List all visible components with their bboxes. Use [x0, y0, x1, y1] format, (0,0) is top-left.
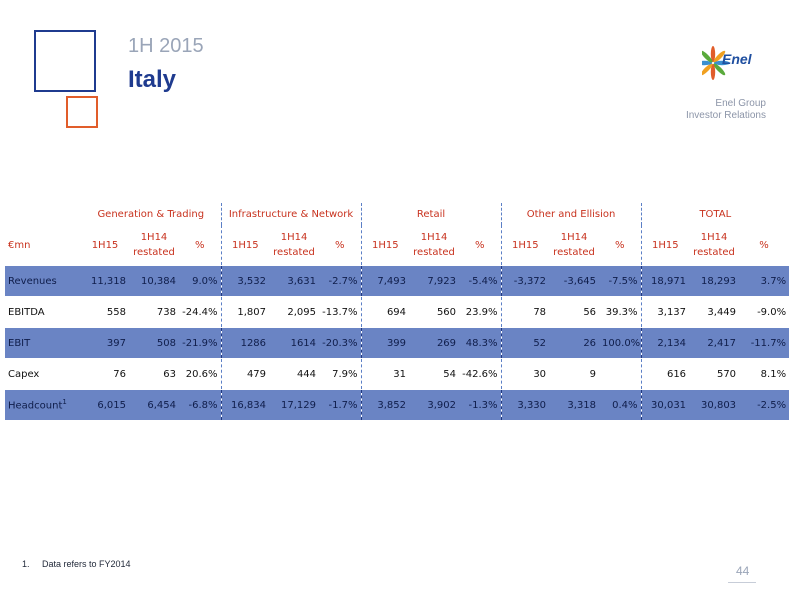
segment-header: Generation & Trading — [97, 208, 205, 220]
segment-header-empty — [5, 203, 81, 225]
column-header-line1: 1H15 — [231, 239, 259, 251]
table-cell: 3,902 — [409, 390, 459, 421]
decor-square-orange — [66, 96, 98, 128]
table-cell: 444 — [296, 368, 317, 380]
footnote-marker: 1 — [62, 398, 67, 407]
row-label — [5, 266, 81, 297]
column-header-line1: % — [615, 239, 625, 251]
table-row — [5, 328, 789, 359]
table-cell: 30 — [501, 359, 549, 390]
financials-table — [5, 203, 789, 421]
table-cell: 7,493 — [361, 266, 409, 297]
table-cell: 570 — [716, 368, 737, 380]
row-label — [5, 328, 81, 359]
table-cell: 52 — [501, 328, 549, 359]
column-header-row — [5, 225, 789, 266]
table-cell: 399 — [361, 328, 409, 359]
department-name: Investor Relations — [685, 110, 766, 121]
table-cell: -1.7% — [319, 390, 361, 421]
table-cell: 3,318 — [549, 390, 599, 421]
column-header-line1: 1H15 — [371, 239, 399, 251]
row-label — [5, 359, 81, 390]
table-cell: 560 — [436, 306, 457, 318]
table-cell: 1614 — [269, 328, 319, 359]
page-period: 1H 2015 — [128, 35, 204, 57]
column-header — [179, 225, 221, 266]
column-header-line2: restated — [413, 247, 455, 258]
column-header — [549, 225, 599, 266]
table-cell: -1.3% — [459, 390, 501, 421]
table-cell: 30,803 — [689, 390, 739, 421]
table-cell: 23.9% — [465, 306, 498, 318]
table-cell — [599, 359, 641, 390]
column-header-line2: restated — [133, 247, 175, 258]
table-cell: 31 — [361, 359, 409, 390]
company-block — [686, 98, 766, 122]
table-cell: 48.3% — [459, 328, 501, 359]
footnote — [22, 559, 131, 569]
table-cell: 7,923 — [409, 266, 459, 297]
column-header — [129, 225, 179, 266]
column-header-line1: % — [475, 239, 485, 251]
column-header — [599, 225, 641, 266]
table-cell: 694 — [361, 297, 409, 328]
table-cell: -7.5% — [599, 266, 641, 297]
column-header — [319, 225, 361, 266]
table-cell: -5.4% — [459, 266, 501, 297]
table-cell: 3.7% — [739, 266, 789, 297]
table-cell: 1286 — [221, 328, 269, 359]
column-header-line2: restated — [273, 247, 315, 258]
table-cell: 3,449 — [707, 306, 737, 318]
column-header-line1: % — [759, 239, 769, 251]
row-label-text: Revenues — [8, 275, 57, 287]
column-header — [689, 225, 739, 266]
column-header — [459, 225, 501, 266]
table-row — [5, 266, 789, 297]
column-header-line1: 1H15 — [91, 239, 119, 251]
footnote-text: Data refers to FY2014 — [42, 559, 131, 569]
page-title: Italy — [128, 66, 177, 93]
column-header — [269, 225, 319, 266]
column-header-line2: restated — [553, 247, 595, 258]
unit-label: €mn — [8, 239, 31, 251]
table-cell: 3,852 — [361, 390, 409, 421]
column-header-line1: 1H14 — [700, 232, 728, 243]
row-label-text: EBIT — [8, 337, 31, 349]
table-cell: 20.6% — [185, 368, 218, 380]
row-label — [5, 390, 81, 421]
table-cell: -24.4% — [182, 306, 218, 318]
column-header — [641, 225, 689, 266]
table-cell: 30,031 — [641, 390, 689, 421]
table-cell: 26 — [549, 328, 599, 359]
decor-square-blue — [34, 30, 96, 92]
column-header — [361, 225, 409, 266]
footer-line — [728, 582, 756, 583]
page-number: 44 — [736, 564, 750, 578]
column-header — [409, 225, 459, 266]
table-cell: 269 — [409, 328, 459, 359]
row-label-text: EBITDA — [8, 306, 45, 318]
column-header-line1: 1H14 — [280, 232, 308, 243]
column-header-line1: 1H14 — [560, 232, 588, 243]
table-cell: 2,095 — [287, 306, 317, 318]
table-cell: 2,134 — [641, 328, 689, 359]
table-cell: 56 — [583, 306, 597, 318]
table-cell: -42.6% — [462, 368, 498, 380]
table-cell: 3,631 — [269, 266, 319, 297]
table-cell: -3,645 — [549, 266, 599, 297]
segment-header: Infrastructure & Network — [221, 203, 361, 225]
row-label — [5, 297, 81, 328]
table-cell: 9 — [589, 368, 597, 380]
row-label-text: Headcount — [8, 400, 63, 412]
table-cell: 9.0% — [179, 266, 221, 297]
table-cell: 397 — [81, 328, 129, 359]
table-cell: 3,532 — [221, 266, 269, 297]
table-cell: -3,372 — [501, 266, 549, 297]
column-header-line1: 1H15 — [651, 239, 679, 251]
company-name: Enel Group — [715, 98, 766, 109]
table-cell: -13.7% — [322, 306, 358, 318]
column-header — [501, 225, 549, 266]
table-cell: -11.7% — [739, 328, 789, 359]
table-row — [5, 297, 789, 328]
table-cell: 558 — [106, 306, 126, 318]
row-label-text: Capex — [8, 368, 40, 380]
table-cell: -6.8% — [179, 390, 221, 421]
table-row — [5, 390, 789, 421]
table-cell: 7.9% — [332, 368, 358, 380]
column-header — [221, 225, 269, 266]
table-cell: -21.9% — [179, 328, 221, 359]
table-cell: 3,330 — [501, 390, 549, 421]
column-header-line1: 1H15 — [511, 239, 539, 251]
column-header-line1: 1H14 — [140, 232, 168, 243]
table-cell: 78 — [501, 297, 549, 328]
table-cell: 100.0% — [599, 328, 641, 359]
table-cell: 479 — [221, 359, 269, 390]
table-cell: 16,834 — [221, 390, 269, 421]
logo-wordmark: Enel — [722, 51, 752, 67]
table-cell: 54 — [443, 368, 457, 380]
table-cell: 1,807 — [221, 297, 269, 328]
table-cell: -2.5% — [739, 390, 789, 421]
column-header-line2: restated — [693, 247, 735, 258]
segment-header: Other and Ellision — [501, 203, 641, 225]
table-cell: 8.1% — [760, 368, 787, 380]
table-cell: 616 — [641, 359, 689, 390]
table-cell: 18,971 — [641, 266, 689, 297]
segment-header: Retail — [361, 203, 501, 225]
column-header-line1: % — [195, 239, 205, 251]
table-cell: 17,129 — [269, 390, 319, 421]
table-cell: 63 — [163, 368, 176, 380]
column-header-line1: % — [335, 239, 345, 251]
table-cell: 738 — [156, 306, 176, 318]
footnote-number: 1. — [22, 559, 30, 569]
table-cell: 76 — [113, 368, 126, 380]
table-cell: 0.4% — [599, 390, 641, 421]
segment-header: TOTAL — [641, 203, 789, 225]
table-cell: -20.3% — [319, 328, 361, 359]
table-cell: -9.0% — [757, 306, 787, 318]
table-cell: 3,137 — [641, 297, 689, 328]
column-header — [739, 225, 789, 266]
table-cell: 11,318 — [81, 266, 129, 297]
table-cell: 2,417 — [689, 328, 739, 359]
table-cell: 10,384 — [129, 266, 179, 297]
table-cell: 508 — [129, 328, 179, 359]
column-header — [81, 225, 129, 266]
table-cell: -2.7% — [319, 266, 361, 297]
table-cell: 6,015 — [81, 390, 129, 421]
segment-header-row — [5, 203, 789, 225]
table-cell: 18,293 — [689, 266, 739, 297]
table-cell: 39.3% — [605, 306, 638, 318]
table-row — [5, 359, 789, 390]
table-cell: 6,454 — [129, 390, 179, 421]
column-header-line1: 1H14 — [420, 232, 448, 243]
